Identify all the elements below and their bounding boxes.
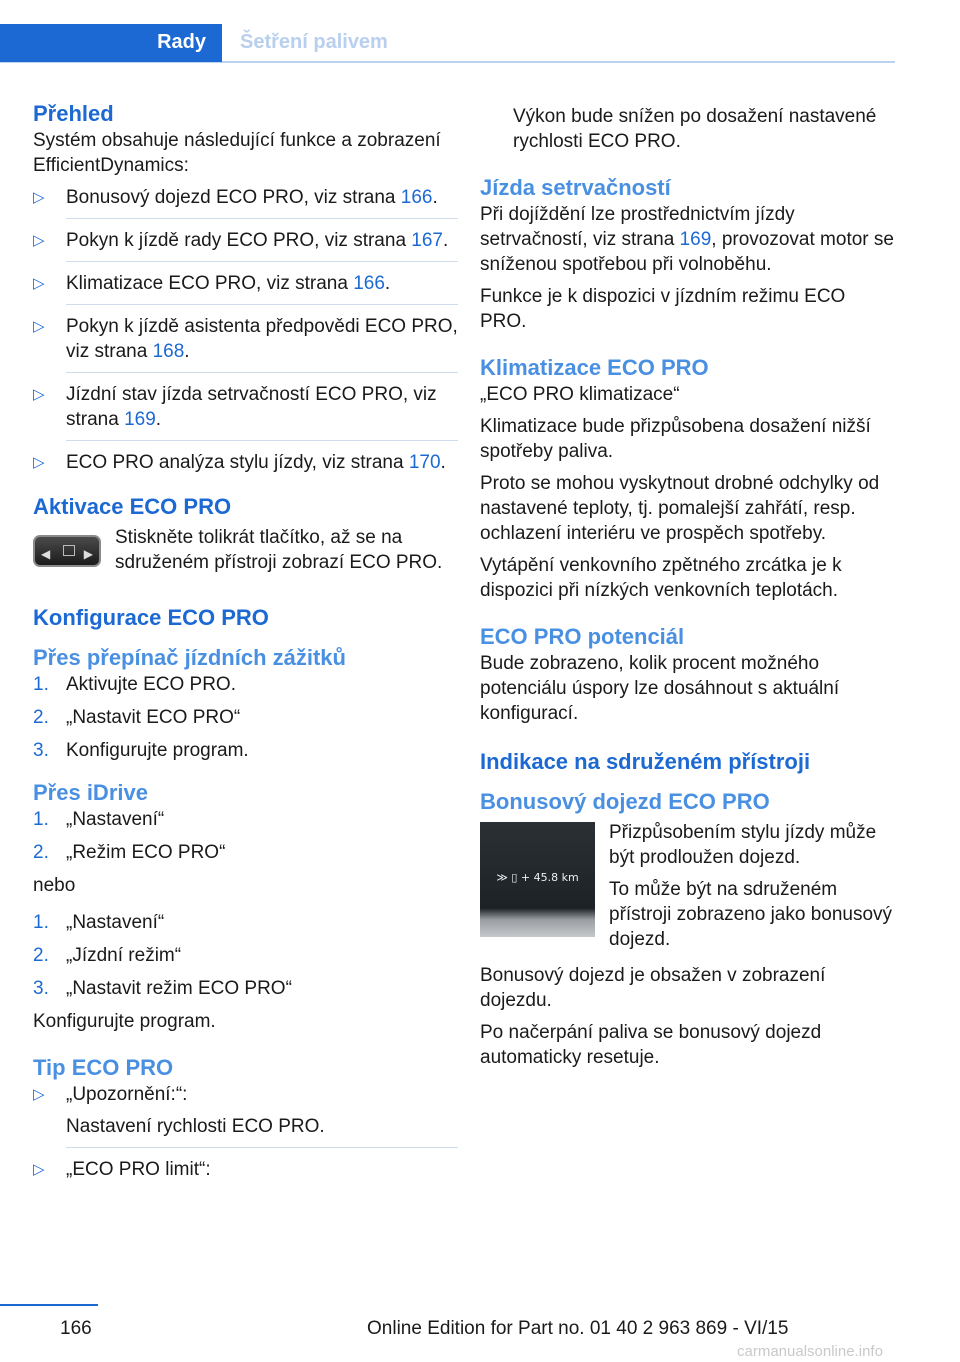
heading-bonus: Bonusový dojezd ECO PRO xyxy=(480,789,770,814)
list-item: 2. „Nastavit ECO PRO“ xyxy=(33,707,241,728)
idrive-steps-b xyxy=(33,910,458,1001)
heading-idrive: Přes iDrive xyxy=(33,780,148,805)
mode-icon xyxy=(63,545,75,556)
list-item: ▷ Klimatizace ECO PRO, viz strana 166. xyxy=(33,261,458,296)
heading-indikace: Indikace na sdruženém přístroji xyxy=(480,749,811,774)
heading-tip: Tip ECO PRO xyxy=(33,1055,174,1080)
prepinac-steps xyxy=(33,672,458,763)
aktivace-text: Stiskněte tolikrát tlačítko, až se na sdruženém přístroji zobrazí ECO PRO. xyxy=(115,527,443,573)
bonus-p4: Po načerpání paliva se bonusový dojezd automaticky resetuje. xyxy=(480,1022,822,1068)
list-item: ▷ Bonusový dojezd ECO PRO, viz strana 166. xyxy=(33,187,438,208)
left-column xyxy=(33,100,458,1190)
idrive-steps-a xyxy=(33,807,458,865)
tab-rady: Rady xyxy=(0,24,222,62)
page-link[interactable]: 169 xyxy=(679,229,712,250)
bonus-p2: To může být na sdruženém přístroji zobrazeno jako bonusový dojezd. xyxy=(609,879,893,950)
list-item: ▷ ECO PRO analýza stylu jízdy, viz strana 170. xyxy=(33,440,458,475)
list-item: ▷ Pokyn k jízdě rady ECO PRO, viz strana 167. xyxy=(33,218,458,253)
triangle-bullet-icon: ▷ xyxy=(33,189,45,206)
tab-setreni-palivem: Šetření palivem xyxy=(240,31,388,53)
triangle-bullet-icon: ▷ xyxy=(33,275,45,292)
bonus-range-readout: ≫ ▯ + 45.8 km xyxy=(496,871,579,884)
heading-jizda: Jízda setrvačností xyxy=(480,175,671,200)
edition-text: Online Edition for Part no. 01 40 2 963 869 - VI/15 xyxy=(367,1318,789,1339)
heading-potencial: ECO PRO potenciál xyxy=(480,624,685,649)
jizda-p1: Při dojíždění lze prostřednictvím jízdy setrvačností, viz strana 169, provozovat motor se sníženou spotřebou při volnoběhu. xyxy=(480,204,894,275)
list-item: 1. Aktivujte ECO PRO. xyxy=(33,674,236,695)
heading-klima: Klimatizace ECO PRO xyxy=(480,355,709,380)
klima-p1: „ECO PRO klimatizace“ xyxy=(480,384,680,405)
page-number: 166 xyxy=(60,1318,92,1339)
prehled-list xyxy=(33,185,458,475)
triangle-bullet-icon: ▷ xyxy=(33,318,45,335)
chevron-right-icon: ▶ xyxy=(83,547,93,561)
heading-prehled: Přehled xyxy=(33,101,114,126)
list-item: 3. Konfigurujte program. xyxy=(33,740,249,761)
bonus-text xyxy=(609,820,895,959)
instrument-cluster-image xyxy=(480,822,595,937)
page-link[interactable]: 166 xyxy=(400,187,433,208)
triangle-bullet-icon: ▷ xyxy=(33,386,45,403)
tip-list xyxy=(33,1082,458,1182)
list-item: ▷ „ECO PRO limit“: xyxy=(33,1147,458,1182)
prehled-intro: Systém obsahuje následující funkce a zobrazení EfficientDynamics: xyxy=(33,130,441,176)
page-link[interactable]: 168 xyxy=(152,341,185,362)
page-link[interactable]: 170 xyxy=(408,452,441,473)
klima-p2: Klimatizace bude přizpůsobena dosažení nižší spotřeby paliva. xyxy=(480,416,871,462)
driving-experience-switch-image xyxy=(33,535,101,567)
page-link[interactable]: 166 xyxy=(353,273,385,294)
potencial-p1: Bude zobrazeno, kolik procent možného potenciálu úspory lze dosáhnout s aktuální konfigurací. xyxy=(480,653,840,724)
triangle-bullet-icon: ▷ xyxy=(33,232,45,249)
triangle-bullet-icon: ▷ xyxy=(33,454,45,471)
heading-aktivace: Aktivace ECO PRO xyxy=(33,494,232,519)
heading-konfigurace: Konfigurace ECO PRO xyxy=(33,605,269,630)
page-link[interactable]: 167 xyxy=(411,230,443,251)
list-item: ▷ Jízdní stav jízda setrvačností ECO PRO, viz strana 169. xyxy=(33,372,458,432)
list-item: ▷ „Upozornění:“: Nastavení rychlosti ECO PRO. xyxy=(33,1084,325,1137)
klima-p4: Vytápění venkovního zpětného zrcátka je k dispozici při nízkých venkovních teplotách. xyxy=(480,555,842,601)
triangle-bullet-icon: ▷ xyxy=(33,1086,45,1103)
list-item: 1. „Nastavení“ xyxy=(33,912,165,933)
jizda-p2: Funkce je k dispozici v jízdním režimu ECO PRO. xyxy=(480,286,846,332)
list-item: 2. „Režim ECO PRO“ xyxy=(33,842,226,863)
right-column xyxy=(480,104,895,1077)
chevron-left-icon: ◀ xyxy=(41,547,51,561)
aktivace-row xyxy=(33,525,458,582)
bonus-p1: Přizpůsobením stylu jízdy může být prodloužen dojezd. xyxy=(609,822,877,868)
page-link[interactable]: 169 xyxy=(124,409,156,430)
triangle-bullet-icon: ▷ xyxy=(33,1161,45,1178)
list-item: ▷ Pokyn k jízdě asistenta předpovědi ECO PRO, viz strana 168. xyxy=(33,304,458,364)
list-item: 2. „Jízdní režim“ xyxy=(33,945,182,966)
klima-p3: Proto se mohou vyskytnout drobné odchylky od nastavené teploty, tj. pomalejší zahřátí, resp. ochlazení interiéru ve prospěch spotřeby. xyxy=(480,473,880,544)
page-number-rule xyxy=(0,1304,98,1306)
watermark: carmanualsonline.info xyxy=(737,1343,883,1360)
bonus-row xyxy=(480,820,895,959)
list-item: 1. „Nastavení“ xyxy=(33,809,165,830)
heading-prepinac: Přes přepínač jízdních zážitků xyxy=(33,645,346,670)
list-item: 3. „Nastavit režim ECO PRO“ xyxy=(33,978,292,999)
bonus-p3: Bonusový dojezd je obsažen v zobrazení dojezdu. xyxy=(480,965,826,1011)
continuation-text: Výkon bude snížen po dosažení nastavené rychlosti ECO PRO. xyxy=(513,106,877,152)
konfigurace-outro: Konfigurujte program. xyxy=(33,1011,216,1032)
nebo-text: nebo xyxy=(33,875,76,896)
